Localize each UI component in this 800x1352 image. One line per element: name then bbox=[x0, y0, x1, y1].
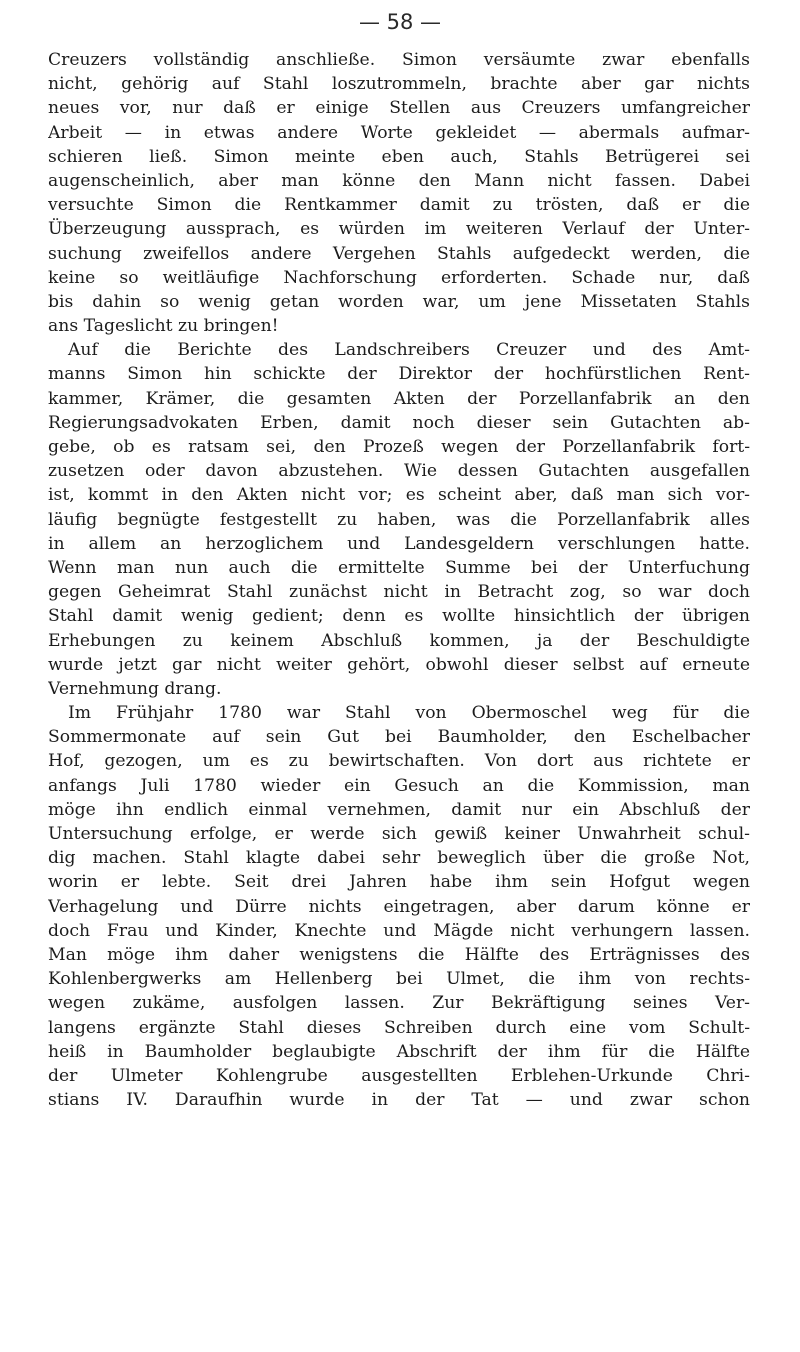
text-line: dig machen. Stahl klagte dabei sehr beweglich über die große Not, bbox=[48, 848, 750, 869]
text-line: Wenn man nun auch die ermittelte Summe bei der Unterfuchung bbox=[48, 557, 750, 578]
text-line: ans Tageslicht zu bringen! bbox=[48, 316, 279, 337]
text-line: Man möge ihm daher wenigstens die Hälfte des Erträgnisses des bbox=[48, 944, 750, 965]
text-line: Sommermonate auf sein Gut bei Baumholder, den Eschelbacher bbox=[48, 727, 750, 748]
text-line: kammer, Krämer, die gesamten Akten der Porzellanfabrik an den bbox=[48, 388, 750, 409]
text-line: Stahl damit wenig gedient; denn es wollte hinsichtlich der übrigen bbox=[48, 606, 750, 627]
text-line: möge ihn endlich einmal vernehmen, damit nur ein Abschluß der bbox=[48, 799, 750, 820]
text-line: wegen zukäme, ausfolgen lassen. Zur Bekräftigung seines Ver- bbox=[48, 993, 750, 1014]
text-line: in allem an herzoglichem und Landesgeldern verschlungen hatte. bbox=[48, 533, 750, 554]
text-line: keine so weitläufige Nachforschung erforderten. Schade nur, daß bbox=[48, 267, 750, 288]
text-line: manns Simon hin schickte der Direktor der hochfürstlichen Rent- bbox=[48, 364, 750, 385]
text-line: Arbeit — in etwas andere Worte gekleidet — abermals aufmar- bbox=[48, 122, 750, 143]
text-line: läufig begnügte festgestellt zu haben, was die Porzellanfabrik alles bbox=[48, 509, 750, 530]
text-line: Untersuchung erfolge, er werde sich gewiß keiner Unwahrheit schul- bbox=[48, 824, 750, 844]
text-line: Regierungsadvokaten Erben, damit noch dieser sein Gutachten ab- bbox=[48, 412, 750, 433]
text-line: anfangs Juli 1780 wieder ein Gesuch an die Kommission, man bbox=[48, 775, 750, 796]
text-line: zusetzen oder davon abzustehen. Wie dessen Gutachten ausgefallen bbox=[48, 461, 750, 482]
text-line: Hof, gezogen, um es zu bewirtschaften. Von dort aus richtete er bbox=[48, 751, 750, 772]
text-line: nicht, gehörig auf Stahl loszutrommeln, brachte aber gar nichts bbox=[48, 74, 750, 95]
text-line: suchung zweifellos andere Vergehen Stahls aufgedeckt werden, die bbox=[48, 243, 750, 264]
text-line: augenscheinlich, aber man könne den Mann nicht fassen. Dabei bbox=[48, 170, 750, 191]
text-line: heiß in Baumholder beglaubigte Abschrift der ihm für die Hälfte bbox=[48, 1041, 750, 1062]
text-line: wurde jetzt gar nicht weiter gehört, obwohl dieser selbst auf erneute bbox=[48, 654, 750, 675]
page-number: — 58 — bbox=[358, 10, 442, 34]
text-line: Auf die Berichte des Landschreibers Creuzer und des Amt- bbox=[68, 340, 750, 361]
text-line: Im Frühjahr 1780 war Stahl von Obermoschel weg für die bbox=[68, 703, 750, 724]
text-line: worin er lebte. Seit drei Jahren habe ihm sein Hofgut wegen bbox=[48, 872, 750, 893]
text-line: Vernehmung drang. bbox=[48, 678, 222, 699]
text-line: doch Frau und Kinder, Knechte und Mägde nicht verhungern lassen. bbox=[48, 920, 750, 941]
text-line: gegen Geheimrat Stahl zunächst nicht in Betracht zog, so war doch bbox=[48, 582, 750, 603]
text-line: neues vor, nur daß er einige Stellen aus Creuzers umfangreicher bbox=[48, 98, 750, 119]
body-text bbox=[48, 48, 750, 1112]
text-line: bis dahin so wenig getan worden war, um jene Missetaten Stahls bbox=[48, 291, 750, 312]
text-line: versuchte Simon die Rentkammer damit zu trösten, daß er die bbox=[48, 195, 750, 216]
text-line: Verhagelung und Dürre nichts eingetragen, aber darum könne er bbox=[48, 896, 750, 917]
text-line: Creuzers vollständig anschließe. Simon versäumte zwar ebenfalls bbox=[48, 50, 750, 70]
text-line: Erhebungen zu keinem Abschluß kommen, ja der Beschuldigte bbox=[48, 630, 750, 651]
text-line: ist, kommt in den Akten nicht vor; es scheint aber, daß man sich vor- bbox=[48, 485, 750, 506]
text-line: Überzeugung aussprach, es würden im weiteren Verlauf der Unter- bbox=[48, 219, 750, 240]
text-line: schieren ließ. Simon meinte eben auch, Stahls Betrügerei sei bbox=[48, 146, 750, 167]
text-line: langens ergänzte Stahl dieses Schreiben durch eine vom Schult- bbox=[48, 1017, 750, 1038]
text-line: gebe, ob es ratsam sei, den Prozeß wegen der Porzellanfabrik fort- bbox=[48, 437, 750, 457]
text-line: der Ulmeter Kohlengrube ausgestellten Erblehen-Urkunde Chri- bbox=[48, 1065, 750, 1086]
text-line: Kohlenbergwerks am Hellenberg bei Ulmet, die ihm von rechts- bbox=[48, 969, 750, 990]
text-line: stians IV. Daraufhin wurde in der Tat — und zwar schon bbox=[48, 1090, 750, 1111]
